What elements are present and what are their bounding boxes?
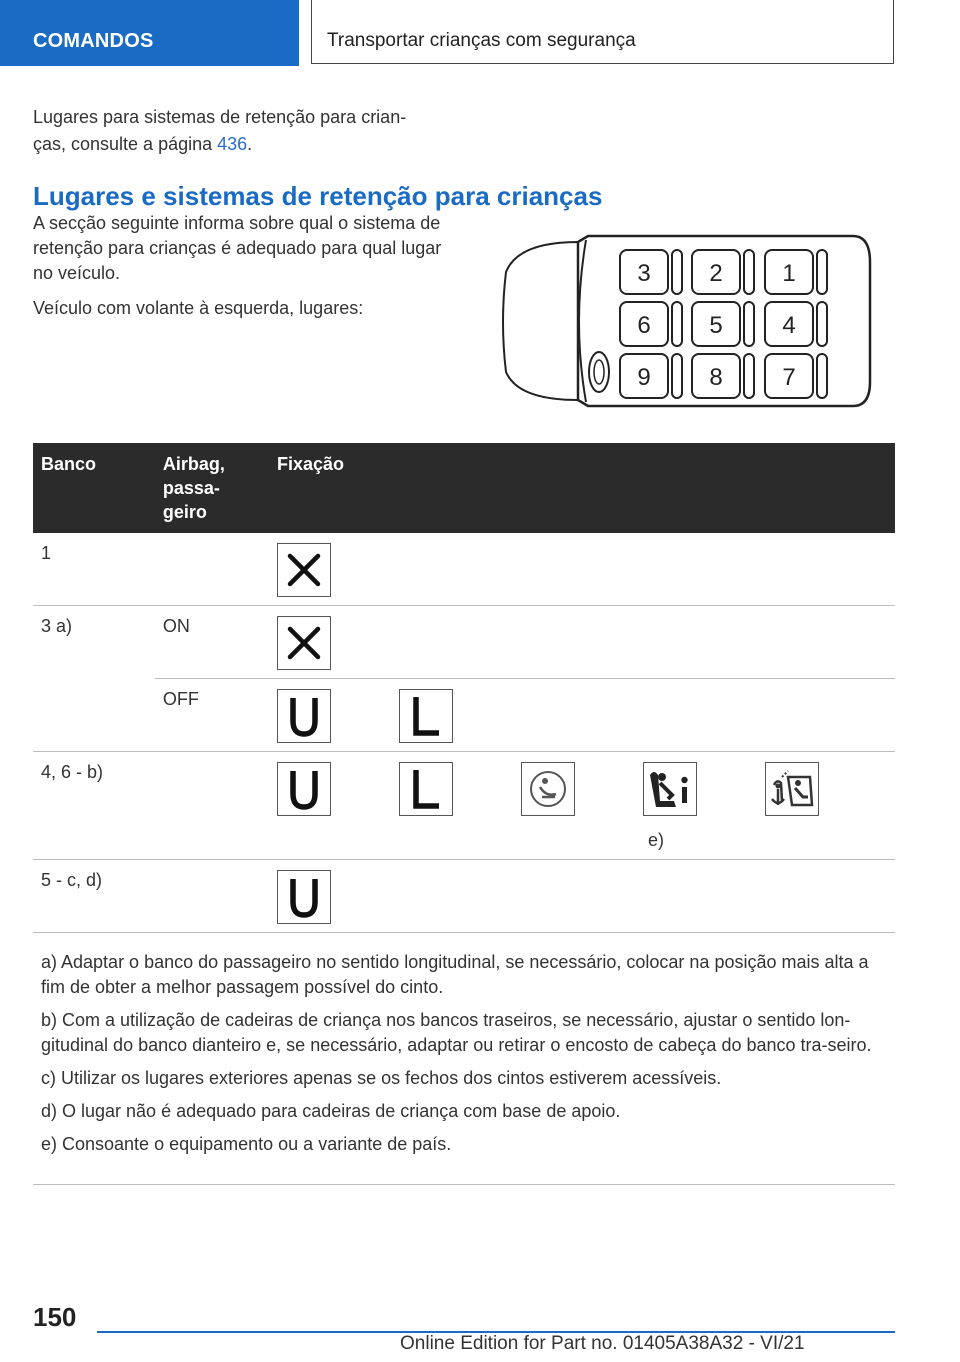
isofix-icon bbox=[521, 762, 575, 816]
table-row bbox=[33, 679, 895, 752]
column-header-fixation: Fixação bbox=[269, 443, 895, 533]
airbag-cell bbox=[155, 752, 269, 860]
table-row bbox=[33, 606, 895, 679]
seat-number: 8 bbox=[709, 364, 723, 391]
seat-cell: 3 a) bbox=[41, 616, 73, 636]
seat-cell bbox=[33, 679, 155, 752]
footnote: a) Adaptar o banco do passageiro no sentido longitudinal, se necessário, colocar na posição mais alta a fim de obter a melhor passagem possível do cinto. bbox=[41, 952, 869, 997]
intro-text: Lugares para sistemas de retenção para crian- ças, consulte a página 436. bbox=[33, 107, 407, 154]
seat-5 bbox=[692, 302, 754, 346]
seat-cell: 5 - c, d) bbox=[33, 860, 155, 933]
edition-text: Online Edition for Part no. 01405A38A32 - VI/21 bbox=[400, 1333, 805, 1354]
section-tab bbox=[0, 0, 299, 66]
seat-layout-diagram bbox=[498, 232, 878, 410]
semi-universal-l-icon bbox=[399, 762, 453, 816]
table-row bbox=[33, 860, 895, 933]
footnote: e) Consoante o equipamento ou a variante de país. bbox=[41, 1134, 452, 1154]
fixation-cell bbox=[269, 679, 895, 752]
seat-4 bbox=[765, 302, 827, 346]
seat-cell: 1 bbox=[33, 533, 155, 606]
steering-wheel-icon bbox=[589, 352, 609, 392]
seat-number: 7 bbox=[782, 364, 796, 391]
section-heading: Lugares e sistemas de retenção para crianças bbox=[33, 181, 603, 211]
seat-number: 2 bbox=[709, 260, 723, 287]
i-size-icon bbox=[643, 762, 697, 816]
fixation-note: e) bbox=[648, 830, 665, 850]
fixation-cell bbox=[269, 752, 895, 860]
airbag-cell bbox=[155, 533, 269, 606]
seat-number: 1 bbox=[782, 260, 796, 287]
footnote-divider bbox=[33, 1184, 895, 1185]
seat-cell: 4, 6 - b) bbox=[33, 752, 155, 860]
x-icon bbox=[277, 543, 331, 597]
airbag-cell: ON bbox=[155, 606, 269, 679]
description bbox=[33, 211, 453, 331]
chapter-tab bbox=[311, 0, 894, 64]
table-row bbox=[33, 752, 895, 860]
universal-u-icon bbox=[277, 762, 331, 816]
seat-number: 5 bbox=[709, 312, 723, 339]
seat-3 bbox=[620, 250, 682, 294]
child-seat-table bbox=[33, 443, 895, 933]
column-header-seat: Banco bbox=[33, 443, 155, 533]
footnote: c) Utilizar os lugares exteriores apenas se os fechos dos cintos estiverem acessíveis. bbox=[41, 1068, 722, 1088]
airbag-cell: OFF bbox=[155, 679, 269, 752]
footnotes bbox=[33, 942, 895, 1164]
top-tether-icon bbox=[765, 762, 819, 816]
universal-u-icon bbox=[277, 689, 331, 743]
page-link[interactable]: 436 bbox=[217, 134, 248, 154]
semi-universal-l-icon bbox=[399, 689, 453, 743]
seat-9 bbox=[620, 354, 682, 398]
description-paragraph: Veículo com volante à esquerda, lugares: bbox=[33, 298, 364, 318]
fixation-cell bbox=[269, 606, 895, 679]
seat-1 bbox=[765, 250, 827, 294]
column-header-airbag: Airbag, passa-geiro bbox=[155, 443, 269, 533]
universal-u-icon bbox=[277, 870, 331, 924]
seat-number: 3 bbox=[637, 260, 651, 287]
seat-2 bbox=[692, 250, 754, 294]
seat-6 bbox=[620, 302, 682, 346]
fixation-cell bbox=[269, 533, 895, 606]
footnote: d) O lugar não é adequado para cadeiras de criança com base de apoio. bbox=[41, 1101, 621, 1121]
seat-number: 9 bbox=[637, 364, 651, 391]
airbag-cell bbox=[155, 860, 269, 933]
x-icon bbox=[277, 616, 331, 670]
seat-8 bbox=[692, 354, 754, 398]
page-number: 150 bbox=[33, 1302, 77, 1332]
footnote: b) Com a utilização de cadeiras de criança nos bancos traseiros, se necessário, ajustar o sentido lon-gitudinal do banco dianteiro e, se necessário, adaptar ou retirar o encosto de cabeça do banco tra-seiro. bbox=[41, 1010, 872, 1055]
fixation-cell bbox=[269, 860, 895, 933]
seat-number: 6 bbox=[637, 312, 651, 339]
table-row bbox=[33, 533, 895, 606]
section-title: COMANDOS bbox=[33, 30, 154, 52]
seat-7 bbox=[765, 354, 827, 398]
description-paragraph: A secção seguinte informa sobre qual o sistema de retenção para crianças é adequado para qual lugar no veículo. bbox=[33, 213, 442, 283]
chapter-title: Transportar crianças com segurança bbox=[327, 30, 636, 51]
seat-number: 4 bbox=[782, 312, 796, 339]
